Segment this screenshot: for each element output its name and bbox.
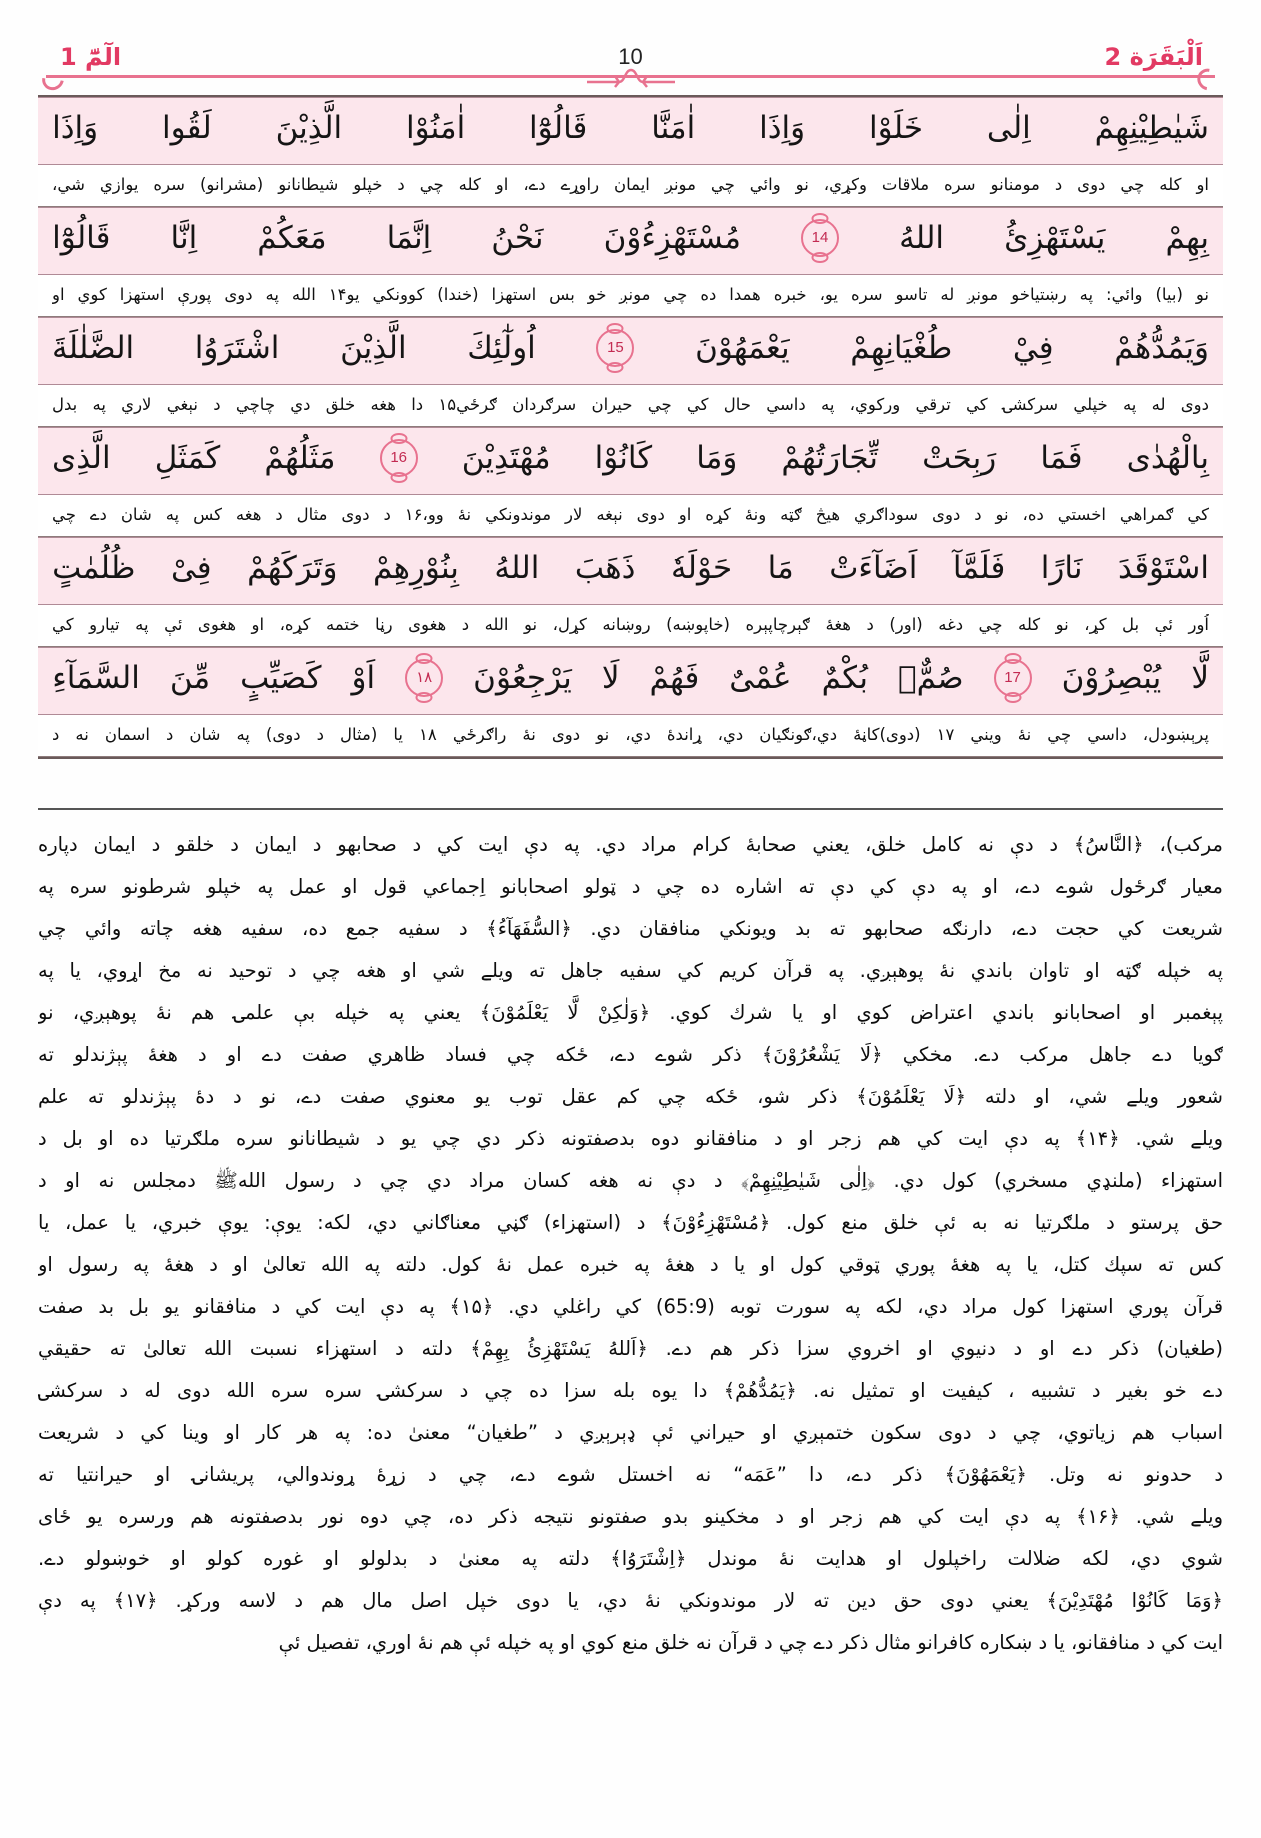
ayah-row: [38, 207, 1223, 275]
ayah-word: اللهُ: [899, 219, 945, 256]
ayah-number-marker: 17: [994, 659, 1032, 697]
tafsir-line: ويلے شي. ﴿۱۴﴾ په دې ايت كي هم زجر او د منافقانو دوه بدصفتونه ذكر دي چي يو د شيطانانو سره ملګرتيا ده او بل د: [38, 1127, 1223, 1150]
ayah-word: وَمَا: [696, 439, 738, 476]
ayah-word: اٰمَنَّا: [651, 109, 696, 146]
ayah-row: [38, 427, 1223, 495]
tafsir-line: ويلے شي. ﴿۱۶﴾ په دې ايت كي هم زجر او د مخكينو بدو صفتونو نتيجه ذكر ده، چي دوه نور بدصفتونه هم ورسره يو ځاى: [38, 1505, 1223, 1528]
ayah-word: فَمَا: [1040, 439, 1083, 476]
ayah-word: الَّذِيْنَ: [340, 329, 407, 366]
ayah-word: مَا: [767, 549, 794, 586]
ayah-word: قَالُوْٓا: [529, 109, 588, 146]
tafsir-line: شعور ويلے شي، او دلته ﴿لَا يَعْلَمُوْنَ﴾ ذكر شو، ځكه چي كم عقل توب يو معنوي صفت دے، نو د دهٔ پېژندلو ته علم: [38, 1085, 1223, 1108]
ayah-word: شَيٰطِيْنِهِمْ: [1094, 109, 1209, 146]
ayah-word: اللهُ: [494, 549, 540, 586]
ayah-word: مُهْتَدِيْنَ: [461, 439, 551, 476]
ayah-word: اِنَّا: [170, 219, 198, 256]
page-header: [38, 42, 1223, 88]
ayah-word: طُغْيَانِهِمْ: [850, 329, 953, 366]
ayah-arabic-line: [52, 214, 1209, 262]
ayah-word: ذَهَبَ: [574, 549, 636, 586]
ayah-word: يَسْتَهْزِئُ: [1004, 219, 1106, 256]
translation-row: [38, 495, 1223, 537]
tafsir-line: حق پرستو د ملګرتيا نه به ئې خلق منع كول. ﴿مُسْتَهْزِءُوْنَ﴾ د (استهزاء) ګڼي معناګاني دي، لكه: يوې: يوې خبري، يا عمل، يا: [38, 1211, 1223, 1234]
surah-label: اَلْبَقَرَة 2: [1104, 43, 1203, 71]
tafsir-line: (طغيان) ذكر دے او د دنيوي او اخروي سزا ذكر هم دے. ﴿اَللهُ يَسْتَهْزِئُ بِهِمْ﴾ دلته د استهزاء نسبت الله تعالىٰ ته حقيقي: [38, 1337, 1223, 1360]
ayah-word: السَّمَآءِ: [52, 659, 140, 696]
ayah-word: تِّجَارَتُهُمْ: [781, 439, 879, 476]
ayah-word: كَانُوْا: [594, 439, 653, 476]
tafsir-line: شوي دي، لكه ضلالت راخپلول او هدايت نۀ موندل ﴿اِشْتَرَوُا﴾ دلته په معنىٰ د بدلولو او غوره كولو او خوښولو دے.: [38, 1547, 1223, 1570]
ayah-word: الَّذِيْنَ: [275, 109, 343, 146]
ayah-word: مِّنَ: [169, 659, 211, 696]
translation-row: [38, 605, 1223, 647]
tafsir-line: دے خو بغير د تشبيه ، كيفيت او تمثيل نه. ﴿يَمُدُّهُمْ﴾ دا يوه بله سزا ده چي د سركشۍ سره سره الله دوى له د سركشۍ: [38, 1379, 1223, 1402]
ayah-word: عُمْىٌ: [729, 659, 792, 696]
ayah-word: مَعَكُمْ: [257, 219, 327, 256]
ayah-word: يَعْمَهُوْنَ: [695, 329, 790, 366]
verse-block: [38, 95, 1223, 759]
ayah-arabic-line: [52, 654, 1209, 702]
ayah-number-marker: 16: [380, 439, 418, 477]
ayah-word: اشْتَرَوُا: [194, 329, 280, 366]
ayah-word: الضَّلٰلَةَ: [52, 329, 135, 366]
ayah-arabic-line: [52, 434, 1209, 482]
ayah-row: [38, 647, 1223, 715]
ayah-word: نَارًا: [1040, 549, 1083, 586]
ayah-word: فِىْ: [170, 549, 212, 586]
ayah-number-marker: ۱۸: [405, 659, 443, 697]
tafsir-line: د حدونو نه وتل. ﴿يَعْمَهُوْنَ﴾ ذكر دے، دا ”عَمَه“ نه اخستل شوے دے، چي د زړۀ ړوندوالي، پريشانۍ او حيرانتيا ته: [38, 1463, 1223, 1486]
translation-text: او كله چي دوى د مومنانو سره ملاقات وكړي، نو وائي چي مونږ ايمان راوړے دے، او كله چي د خپلو شيطانانو (مشرانو) سره يوازي شي،: [52, 174, 1209, 194]
ayah-word: صُمٌّۢ: [897, 659, 964, 696]
ayah-word: وَاِذَا: [52, 109, 99, 146]
ayah-row: [38, 317, 1223, 385]
ayah-word: وَاِذَا: [759, 109, 806, 146]
tafsir-line: استهزاء (ملنډي مسخري) كول دي. ﴿اِلٰى شَيٰطِيْنِهِمْ﴾ د دې نه هغه كسان مراد دي چي د رسول اللهﷺ دمجلس نه او د: [38, 1169, 1223, 1192]
ayah-word: نَحْنُ: [491, 219, 544, 256]
tafsir-line: شريعت كي حجت دے، دارنګه صحابهو ته بد ويونكي منافقان دي. ﴿السُّفَهَآءُ﴾ د سفيه جمع ده، سفيه هغه چاته وائي چي: [38, 917, 1223, 940]
ayah-word: خَلَوْا: [868, 109, 924, 146]
ayah-arabic-line: [52, 324, 1209, 372]
ayah-word: اسْتَوْقَدَ: [1117, 549, 1209, 586]
tafsir-line: ګويا دے جاهل مركب دے. مخكي ﴿لَا يَشْعُرُوْنَ﴾ ذكر شوے دے، ځكه چي فساد ظاهري صفت دے او د هغهٔ پېژندلو ته: [38, 1043, 1223, 1066]
ayah-word: لَقُوا: [161, 109, 212, 146]
tafsir-line: په خپله ګټه او تاوان باندي نۀ پوهېږي. په قرآن كريم كي سفيه جاهل ته ويلے شي او هغه چي د توحيد نه مخ اړوي، يا په: [38, 959, 1223, 982]
tafsir-line: اسباب هم زياتوي، چي د دوى سكون ختمېږي او حيراني ئې ډېرېږي د ”طغيان“ معنىٰ ده: په هر كار او وينا كي د شريعت: [38, 1421, 1223, 1444]
ayah-row: [38, 97, 1223, 165]
ayah-word: كَمَثَلِ: [154, 439, 221, 476]
translation-text: پرېښودل، داسي چي نۀ ويني ۱۷ (دوى)كاڼۀ دي،ګونګيان دي، ړاندۀ دي، نو دوى نۀ راګرځي ۱۸ يا (مثال د دوى) په شان د اسمان نه د: [52, 724, 1209, 744]
translation-text: دوى له په خپلي سركشۍ كي ترقي وركوي، په داسي حال كي چي حيران سرګردان ګرځي۱۵ دا هغه خلق دي چاچي د نېغي لاري په بدل: [52, 394, 1209, 414]
tafsir-line: كس ته سپك كتل، يا په هغهٔ پوري ټوقي كول او يا د هغهٔ په خبره عمل نۀ كول. دلته په الله تعالىٰ او د هغهٔ په رسول او: [38, 1253, 1223, 1276]
ayah-word: وَتَرَكَهُمْ: [247, 549, 338, 586]
ayah-word: فَهُمْ: [649, 659, 700, 696]
ayah-word: رَبِحَتْ: [922, 439, 997, 476]
ayah-row: [38, 537, 1223, 605]
ayah-arabic-line: [52, 544, 1209, 592]
ayah-word: وَيَمُدُّهُمْ: [1114, 329, 1209, 366]
header-medallion-ornament: [585, 66, 677, 88]
ayah-word: حَوْلَهٗ: [670, 549, 733, 586]
translation-row: [38, 715, 1223, 757]
translation-row: [38, 165, 1223, 207]
tafsir-commentary-block: [38, 808, 1223, 1664]
translation-row: [38, 385, 1223, 427]
juz-label: الٓمّٓ 1: [60, 43, 122, 71]
ayah-word: اُولٰٓئِكَ: [467, 329, 536, 366]
ayah-arabic-line: [52, 104, 1209, 152]
tafsir-line: مركب)، ﴿النَّاسُ﴾ د دې نه كامل خلق، يعني صحابهٔ كرام مراد دي. په دې ايت كي د صحابهو د ايمان د خلقو د ايمان دپاره: [38, 833, 1223, 856]
tafsir-line: پېغمبر او اصحابانو باندي اعتراض كوي او يا شرك كوي. ﴿وَلٰكِنْ لَّا يَعْلَمُوْنَ﴾ يعني په خپله بې علمۍ هم نۀ پوهېږي، نو: [38, 1001, 1223, 1024]
translation-text: نو (بيا) وائي: په رښتياخو مونږ له تاسو سره يو، خبره همدا ده چي مونږ خو بس استهزا (خندا) كوونكي يو۱۴ الله په دوى پورې استهزا كوي او: [52, 284, 1209, 304]
tafsir-line: قرآن پوري استهزا كول مراد دي، لكه په سورت توبه (65:9) كي راغلي دي. ﴿۱۵﴾ په دې ايت كي د منافقانو يو بل بد صفت: [38, 1295, 1223, 1318]
tafsir-line: ﴿وَمَا كَانُوْا مُهْتَدِيْنَ﴾ يعني دوى حق دين ته لار موندونكي نۀ دي، يا دوى خپل اصل مال هم د لاسه وركړ. ﴿۱۷﴾ په دې: [38, 1589, 1223, 1612]
ayah-word: اَوْ: [351, 659, 376, 696]
ayah-word: اِنَّمَا: [386, 219, 432, 256]
tafsir-line: معيار ګرځول شوے دے، او په دې كي دې ته اشاره ده چي د ټولو اصحابانو اِجماعي قول او عمل په خپلو شرطونو سره په: [38, 875, 1223, 898]
translation-text: كي ګمراهي اخستي ده، نو د دوى سوداګري هيڅ ګټه ونۀ كړه او دوى نېغه لار موندونكي نۀ وو،۱۶ د دوى مثال د هغه كس په شان دے چي: [52, 504, 1209, 524]
ayah-number-marker: 15: [596, 329, 634, 367]
ayah-word: مُسْتَهْزِءُوْنَ: [603, 219, 741, 256]
translation-row: [38, 275, 1223, 317]
ayah-word: قَالُوْٓا: [52, 219, 111, 256]
ayah-word: يَرْجِعُوْنَ: [473, 659, 572, 696]
ayah-word: لَا: [601, 659, 620, 696]
ayah-word: اَضَآءَتْ: [829, 549, 918, 586]
ayah-word: فَلَمَّآ: [952, 549, 1006, 586]
ayah-word: ظُلُمٰتٍ: [52, 549, 136, 586]
ayah-word: فِيْ: [1012, 329, 1054, 366]
page-number: 10: [618, 44, 643, 69]
ayah-word: بُكْمٌ: [821, 659, 868, 696]
ayah-word: بِالْهُدٰى: [1126, 439, 1209, 476]
ayah-word: اٰمَنُوْا: [405, 109, 466, 146]
ayah-word: مَثَلُهُمْ: [264, 439, 336, 476]
ayah-word: كَصَيِّبٍ: [240, 659, 322, 696]
ayah-word: بِنُوْرِهِمْ: [372, 549, 459, 586]
ayah-word: يُبْصِرُوْنَ: [1061, 659, 1162, 696]
ayah-word: اِلٰى: [986, 109, 1031, 146]
ayah-word: لَّا: [1191, 659, 1209, 696]
translation-text: اُور ئې بل كړ، نو كله چي دغه (اور) د هغهٔ ګېرچاپېره (خاپوښه) روښانه كړل، نو الله د هغوى رڼا ختمه كړه، او هغوى ئې په تيارو كي: [52, 614, 1209, 634]
ayah-word: بِهِمْ: [1165, 219, 1209, 256]
ayah-word: الَّذِى: [52, 439, 111, 476]
tafsir-line: ايت كي د منافقانو، يا د ښكاره كافرانو مثال ذكر دے چي د قرآن نه خلق منع كوي او په خپله ئې هم نۀ اوري، تفصيل ئې: [278, 1631, 1223, 1654]
ayah-number-marker: 14: [801, 219, 839, 257]
